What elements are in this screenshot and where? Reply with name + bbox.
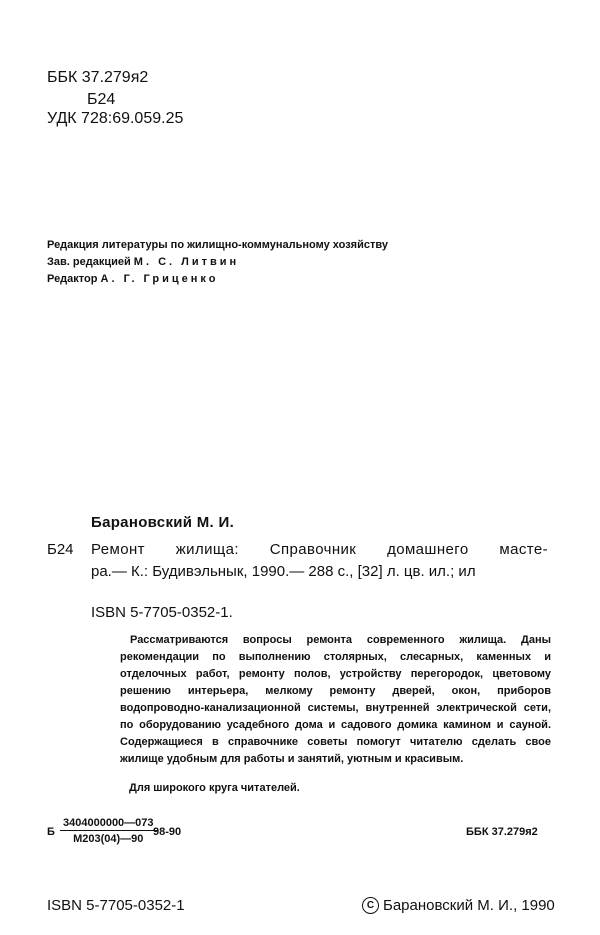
card-author: Барановский М. И. <box>91 514 235 531</box>
audience-note: Для широкого круга читателей. <box>129 782 300 794</box>
index-fraction <box>60 817 157 845</box>
editorial-head-name: М. С. Литвин <box>133 256 240 268</box>
index-denominator: М203(04)—90 <box>73 833 144 845</box>
annotation-paragraph: Рассматриваются вопросы ремонта современного жилища. Даны рекомендации по выполнению столярных, слесарных, каменных и отделочных работ, ремонту полов, устройству перегородок, цветовому решению интерьера, мелкому ремонту дверей, окон, приборов водопроводно-канализационной системы, внутренней электрической сети, по оборудованию усадебного дома и садового домика камином и сауной. Содержащиеся в справочнике советы помогут читателю сделать свое жилище удобным для работы и занятий, уютным и красивым. <box>120 634 551 765</box>
card-code: Б24 <box>47 541 74 558</box>
card-title-line-2: ра.— К.: Будивэльнык, 1990.— 288 с., [32] л. цв. ил.; ил <box>91 563 476 580</box>
index-code: 98-90 <box>153 826 182 838</box>
editorial-head <box>47 254 239 271</box>
editor-label: Редактор <box>47 273 98 285</box>
copyright <box>362 897 555 914</box>
index-numerator: 3404000000—073 <box>60 817 157 831</box>
author-mark: Б24 <box>87 91 116 108</box>
editorial-head-label: Зав. редакцией <box>47 256 131 268</box>
copyright-text: Барановский М. И., 1990 <box>383 897 555 914</box>
editor-name: А. Г. Гриценко <box>100 273 219 285</box>
editorial-department: Редакция литературы по жилищно-коммунальному хозяйству <box>47 239 388 251</box>
bbk-bottom: ББК 37.279я2 <box>466 826 538 838</box>
copyright-icon: C <box>362 897 379 914</box>
card-isbn: ISBN 5-7705-0352-1. <box>91 604 233 621</box>
index-letter: Б <box>47 826 55 838</box>
editor <box>47 271 218 288</box>
bbk-classification: ББК 37.279я2 <box>47 69 149 86</box>
udk-classification: УДК 728:69.059.25 <box>47 110 184 127</box>
footer-isbn: ISBN 5-7705-0352-1 <box>47 897 185 914</box>
card-title-line-1: Ремонт жилища: Справочник домашнего масте- <box>91 541 548 558</box>
